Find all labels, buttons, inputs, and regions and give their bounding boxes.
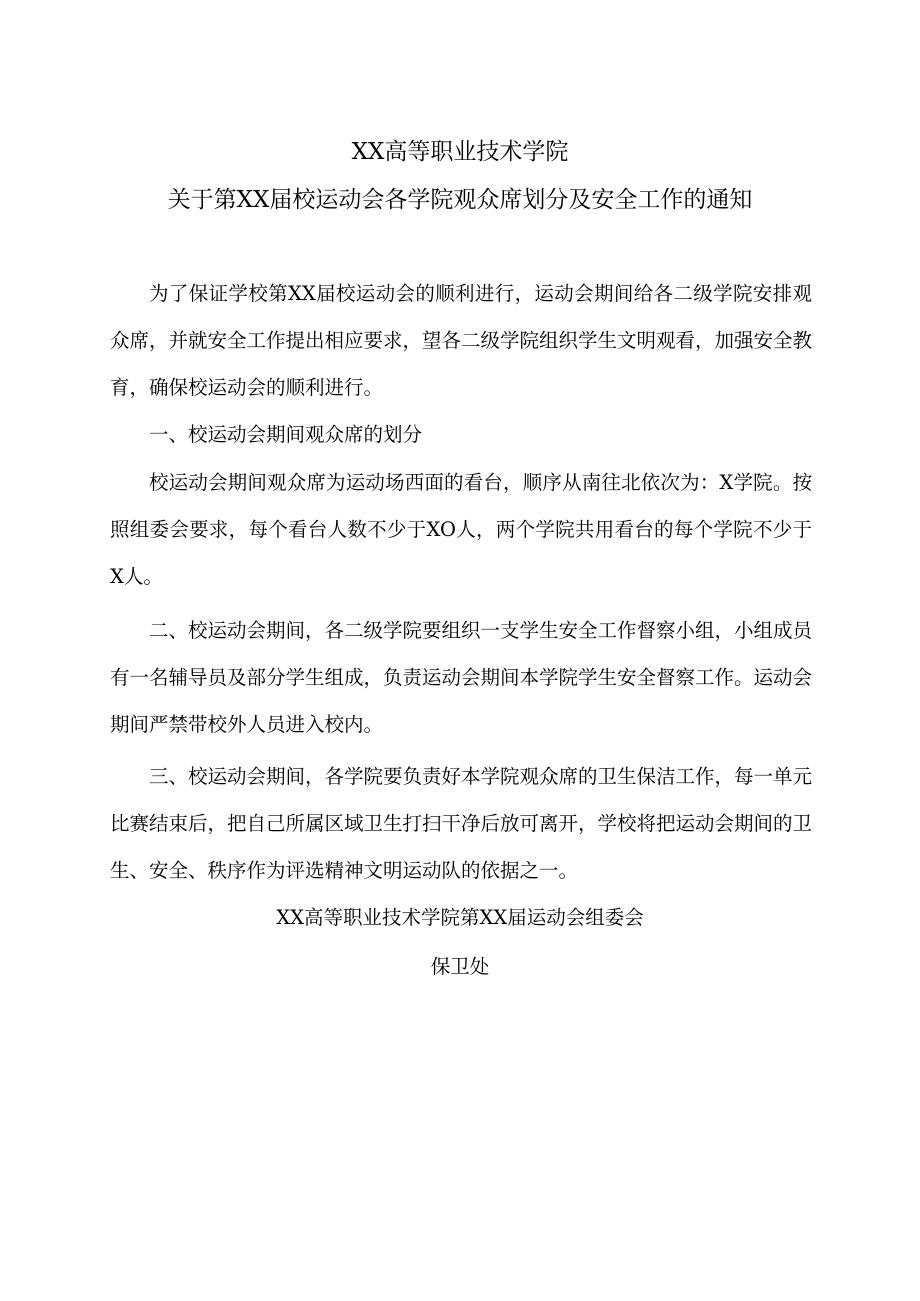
paragraph-intro: 为了保证学校第XX届校运动会的顺利进行，运动会期间给各二级学院安排观众席，并就安全工作提出相应要求，望各二级学院组织学生文明观看，加强安全教育，确保校运动会的顺利进行。 (110, 282, 813, 399)
document-title-notice: 关于第XX届校运动会各学院观众席划分及安全工作的通知 (167, 187, 753, 213)
signature-committee: XX高等职业技术学院第XX届运动会组委会 (276, 906, 644, 929)
document-title-school: XX高等职业技术学院 (351, 139, 569, 165)
paragraph-safety: 二、校运动会期间，各二级学院要组织一支学生安全工作督察小组，小组成员有一名辅导员及部分学生组成，负责运动会期间本学院学生安全督察工作。运动会期间严禁带校外人员进入校内。 (110, 619, 813, 736)
section-heading-seating: 一、校运动会期间观众席的划分 (149, 423, 423, 446)
paragraph-hygiene: 三、校运动会期间，各学院要负责好本学院观众席的卫生保洁工作，每一单元比赛结束后，把自己所属区域卫生打扫干净后放可离开，学校将把运动会期间的卫生、安全、秩序作为评选精神文明运动队的依据之一。 (110, 765, 813, 882)
signature-department: 保卫处 (430, 955, 490, 978)
paragraph-seating: 校运动会期间观众席为运动场西面的看台，顺序从南往北依次为：X学院。按照组委会要求，每个看台人数不少于XO人，两个学院共用看台的每个学院不少于X人。 (110, 471, 812, 588)
